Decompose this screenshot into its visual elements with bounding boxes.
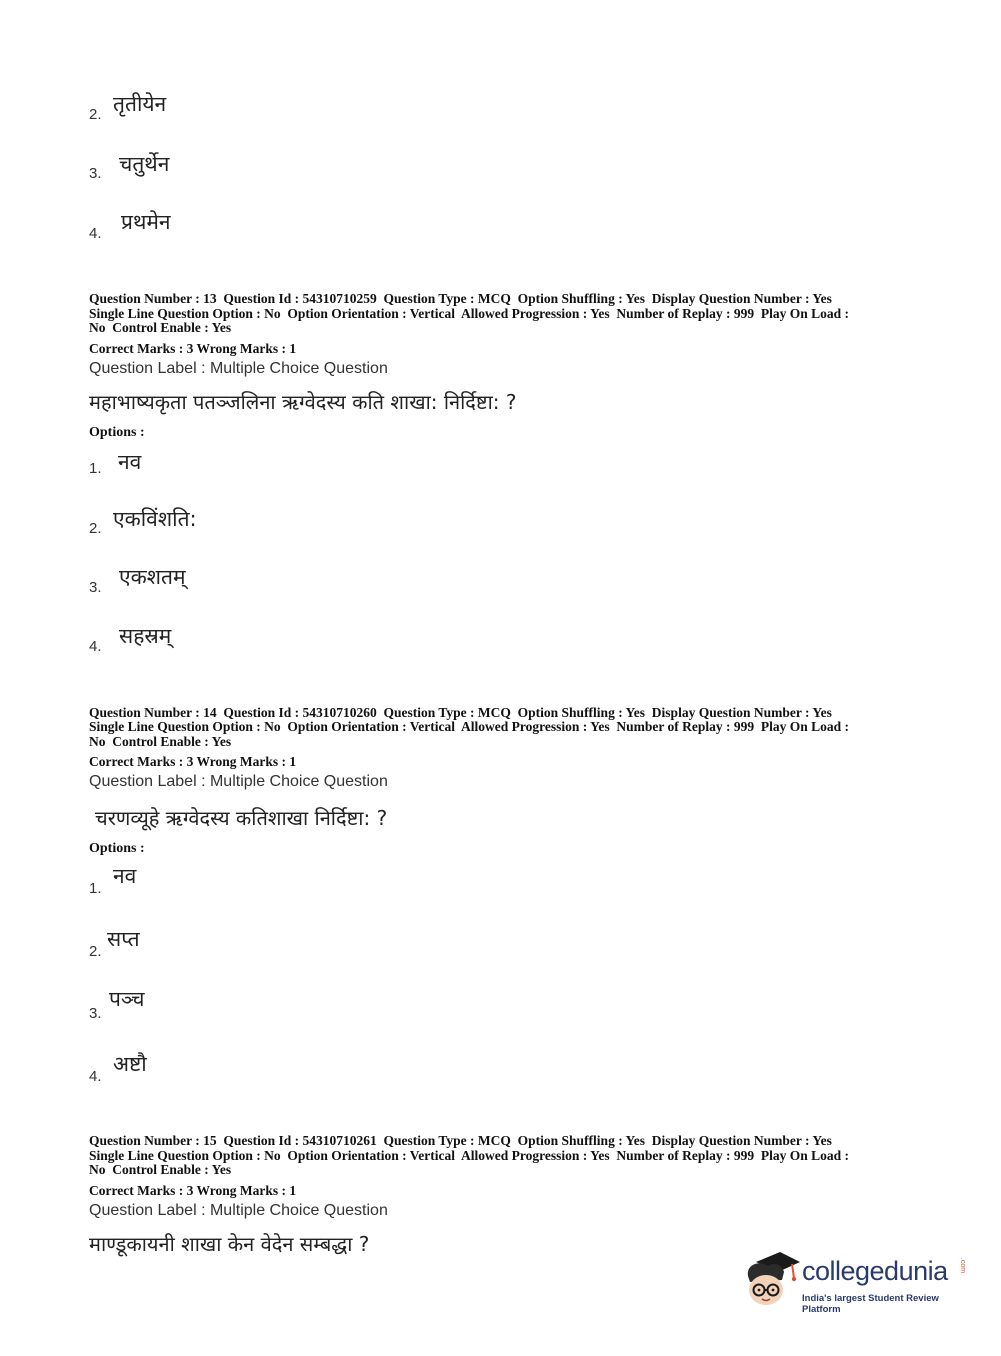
option-number: 2.: [89, 520, 102, 537]
option-number: 3.: [89, 579, 102, 596]
question-meta-line-2: Single Line Question Option : No Option Orientation : Vertical Allowed Progression : Yes Number of Replay : 999 Play On Load :: [89, 1148, 850, 1163]
option-text: प्रथमेन: [121, 210, 171, 234]
question-meta-line-2: Single Line Question Option : No Option Orientation : Vertical Allowed Progression : Yes Number of Replay : 999 Play On Load :: [89, 719, 850, 734]
question-text: चरणव्यूहे ऋग्वेदस्य कतिशाखा निर्दिष्टा: ?: [95, 806, 388, 830]
option-text: चतुर्थेन: [119, 152, 170, 176]
option-number: 2.: [89, 943, 102, 960]
option-text: एकशतम्: [119, 565, 186, 589]
option-text: नव: [113, 864, 137, 888]
option-number: 4.: [89, 225, 102, 242]
question-text: महाभाष्यकृता पतञ्जलिना ऋग्वेदस्य कति शाखा: निर्दिष्टा: ?: [89, 390, 517, 414]
option-text: नव: [118, 450, 142, 474]
option-text: पञ्च: [109, 987, 145, 1011]
option-number: 2.: [89, 106, 102, 123]
option-text: तृतीयेन: [113, 92, 167, 116]
question-meta-line-2: Single Line Question Option : No Option Orientation : Vertical Allowed Progression : Yes Number of Replay : 999 Play On Load :: [89, 306, 850, 321]
option-text: अष्टौ: [113, 1052, 147, 1076]
question-meta-line-3: No Control Enable : Yes: [89, 734, 232, 749]
option-number: 1.: [89, 880, 102, 897]
option-number: 1.: [89, 460, 102, 477]
question-label: Question Label : Multiple Choice Question: [89, 1202, 388, 1219]
option-text: सहस्रम्: [119, 624, 172, 648]
question-meta-line-1: Question Number : 14 Question Id : 54310710260 Question Type : MCQ Option Shuffling : Yes Display Question Number : Yes: [89, 705, 832, 720]
logo-wordmark: collegedunia: [802, 1256, 948, 1286]
question-label: Question Label : Multiple Choice Question: [89, 773, 388, 790]
question-marks: Correct Marks : 3 Wrong Marks : 1: [89, 754, 297, 769]
logo-domain-suffix: .com: [959, 1257, 967, 1274]
option-number: 3.: [89, 1005, 102, 1022]
question-meta-line-3: No Control Enable : Yes: [89, 320, 232, 335]
question-marks: Correct Marks : 3 Wrong Marks : 1: [89, 1183, 297, 1198]
question-marks: Correct Marks : 3 Wrong Marks : 1: [89, 341, 297, 356]
option-text: सप्त: [107, 927, 140, 951]
option-number: 3.: [89, 165, 102, 182]
option-number: 4.: [89, 1068, 102, 1085]
question-meta-line-1: Question Number : 13 Question Id : 54310710259 Question Type : MCQ Option Shuffling : Yes Display Question Number : Yes: [89, 291, 832, 306]
option-number: 4.: [89, 638, 102, 655]
question-meta-line-1: Question Number : 15 Question Id : 54310710261 Question Type : MCQ Option Shuffling : Yes Display Question Number : Yes: [89, 1133, 832, 1148]
question-label: Question Label : Multiple Choice Question: [89, 360, 388, 377]
student-mascot-icon: [742, 1250, 800, 1310]
logo-tagline: India's largest Student Review Platform: [802, 1293, 939, 1315]
options-header: Options :: [89, 841, 145, 856]
option-text: एकविंशति:: [113, 507, 197, 531]
options-header: Options :: [89, 425, 145, 440]
question-meta-line-3: No Control Enable : Yes: [89, 1162, 232, 1177]
question-text: माण्डूकायनी शाखा केन वेदेन सम्बद्धा ?: [89, 1232, 370, 1256]
collegedunia-logo: [742, 1248, 972, 1318]
